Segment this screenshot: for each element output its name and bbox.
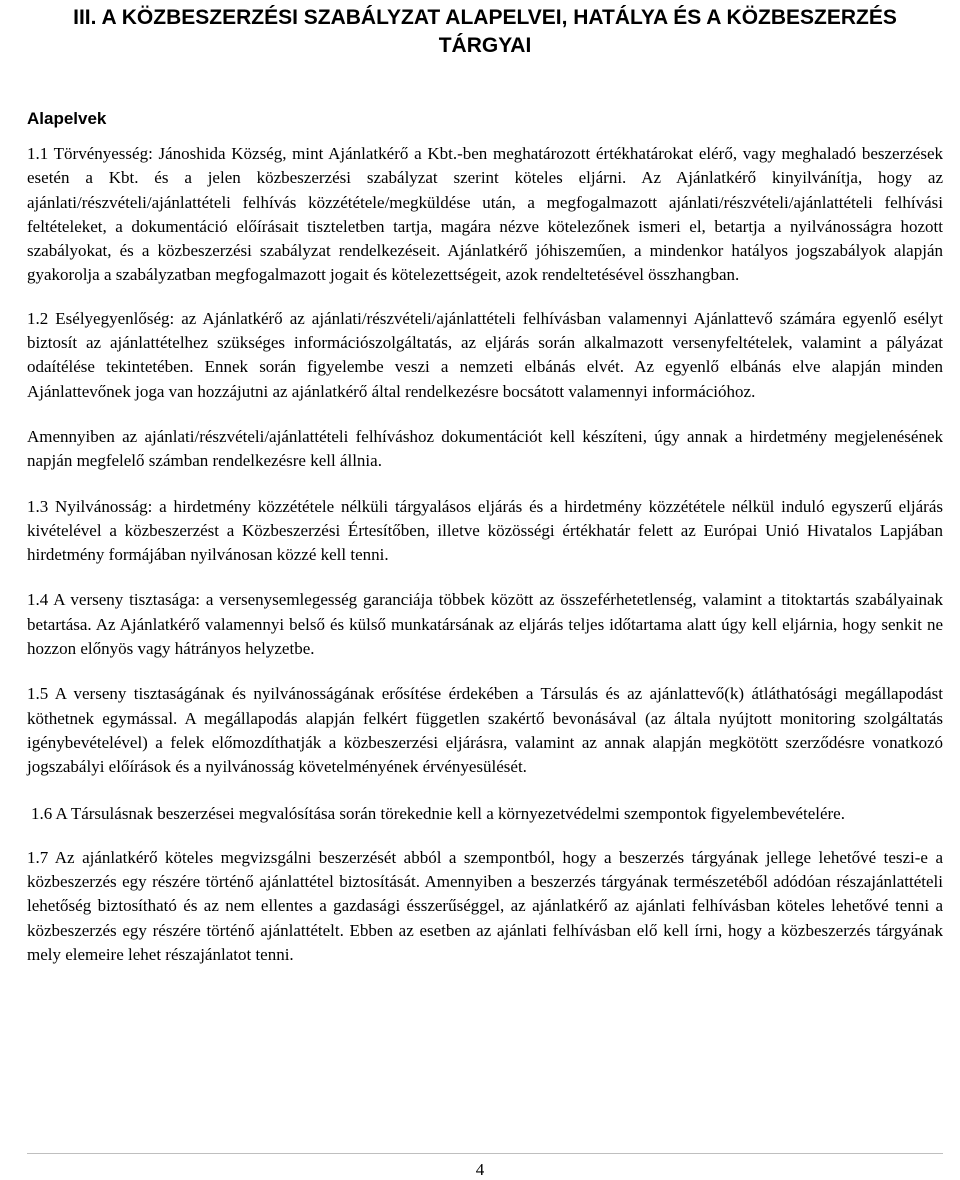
section-heading: III. A KÖZBESZERZÉSI SZABÁLYZAT ALAPELVEI, HATÁLYA ÉS A KÖZBESZERZÉS TÁRGYAI: [73, 6, 897, 57]
paragraph-1-4: 1.4 A verseny tisztasága: a versenysemlegesség garanciája többek között az összeférhetetlenség, valamint a titoktartás szabályainak betartása. Az Ajánlatkérő valamennyi belső és külső munkatársának az eljárás teljes időtartama alatt úgy kell eljárnia, hogy senkit ne hozzon előnyös vagy hátrányos helyzetbe.: [27, 590, 943, 659]
document-page: [27, 0, 943, 967]
page-number: 4: [475, 1160, 485, 1179]
paragraph-1-1: 1.1 Törvényesség: Jánoshida Község, mint Ajánlatkérő a Kbt.-ben meghatározott értékhatárokat elérő, vagy meghaladó beszerzések esetén a Kbt. és a jelen közbeszerzési szabályzat szerint köteles eljárni. Az Ajánlatkérő kinyilvánítja, hogy az ajánlati/részvételi/ajánlattételi felhívás közzététele/megküldése után, a megfogalmazott ajánlati/részvételi/ajánlattételi felhívási feltételeket, a dokumentáció előírásait tiszteletben tartja, magára nézve kötelezőnek ismeri el, betartja a nyilvánosságra hozott szabályokat, és a közbeszerzési szabályzat rendelkezéseit. Ajánlatkérő jóhiszeműen, a mindenkor hatályos jogszabályok alapján gyakorolja a szabályzatban megfogalmazott jogait és kötelezettségeit, azok rendeltetésével összhangban.: [27, 144, 943, 285]
paragraph-1-2: 1.2 Esélyegyenlőség: az Ajánlatkérő az ajánlati/részvételi/ajánlattételi felhívásban valamennyi Ajánlattevő számára egyenlő esélyt biztosít az ajánlattételhez szükséges információszolgáltatás, az eljárás során alkalmazott versenyfeltételek, valamint a pályázat odaítélése tekintetében. Ennek során figyelembe veszi a nemzeti elbánás elvét. Az egyenlő elbánás elve alapján minden Ajánlattevőnek joga van hozzájutni az ajánlatkérő által rendelkezésre bocsátott valamennyi információhoz.: [27, 308, 943, 401]
section-subheading: Alapelvek: [27, 109, 107, 128]
paragraph-1-6: 1.6 A Társulásnak beszerzései megvalósítása során törekednie kell a környezetvédelmi szempontok figyelembevételére.: [31, 803, 845, 823]
paragraph-documentation: Amennyiben az ajánlati/részvételi/ajánlattételi felhíváshoz dokumentációt kell készíteni, úgy annak a hirdetmény megjelenésének napján megfelelő számban rendelkezésre kell állnia.: [27, 426, 943, 471]
footer-divider: [27, 1153, 943, 1154]
paragraph-1-7: 1.7 Az ajánlatkérő köteles megvizsgálni beszerzését abból a szempontból, hogy a beszerzés tárgyának jellege lehetővé teszi-e a közbeszerzés egy részére történő ajánlattétel biztosítását. Amennyiben a beszerzés tárgyának természetéből adódóan részajánlattételi lehetőség biztosítható és az nem ellentes a gazdasági ésszerűséggel, az ajánlatkérő az ajánlati felhívásban köteles lehetővé tenni a közbeszerzés egy részére történő ajánlattételt. Ebben az esetben az ajánlati felhívásban elő kell írni, hogy a közbeszerzés tárgyának mely elemeire lehet részajánlatot tenni.: [27, 847, 943, 965]
paragraph-1-3: 1.3 Nyilvánosság: a hirdetmény közzététele nélküli tárgyalásos eljárás és a hirdetmény közzététele nélkül induló egyszerű eljárás kivételével a közbeszerzést a Közbeszerzési Értesítőben, illetve közösségi értékhatár felett az Európai Unió Hivatalos Lapjában hirdetmény formájában nyilvánosan közzé kell tenni.: [27, 496, 943, 565]
paragraph-1-5: 1.5 A verseny tisztaságának és nyilvánosságának erősítése érdekében a Társulás és az ajánlattevő(k) átláthatósági megállapodást köthetnek egymással. A megállapodás alapján felkért független szakértő bevonásával (az általa nyújtott monitoring szolgáltatás igénybevételével) a felek előmozdíthatják a közbeszerzési eljárásra, valamint az annak alapján megkötött szerződésre vonatkozó jogszabályi előírások és a nyilvánosság követelményének érvényesülését.: [27, 684, 943, 777]
